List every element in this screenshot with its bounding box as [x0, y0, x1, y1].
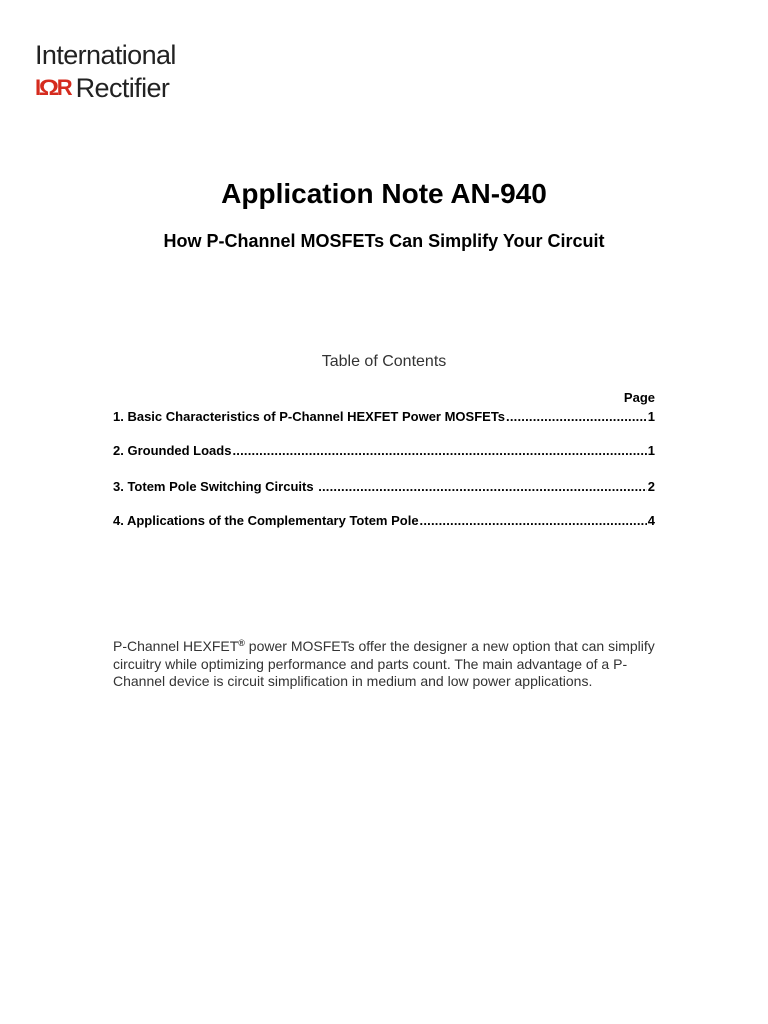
intro-paragraph: [113, 638, 658, 691]
document-title: Application Note AN-940: [221, 178, 547, 209]
toc-dot-leader: [420, 512, 647, 529]
toc-entry-page: 1: [647, 443, 655, 458]
toc-entry-title: 3. Totem Pole Switching Circuits: [113, 479, 318, 494]
document-subtitle: How P-Channel MOSFETs Can Simplify Your Circuit: [163, 231, 605, 251]
ior-logo-mark: [35, 73, 72, 103]
logo-mark-i: I: [35, 75, 41, 100]
toc-entry-title: 1. Basic Characteristics of P-Channel HEXFET Power MOSFETs: [113, 409, 506, 424]
logo-line-rectifier: [35, 73, 169, 103]
toc-entry-totem-pole-switching[interactable]: [113, 478, 655, 495]
toc-entry-page: 4: [647, 513, 655, 528]
toc-entry-title: 2. Grounded Loads: [113, 443, 232, 458]
toc-entry-basic-characteristics[interactable]: [113, 408, 655, 425]
intro-text-start: P-Channel HEXFET: [113, 638, 239, 654]
table-of-contents: [113, 408, 655, 546]
company-logo: [35, 40, 185, 102]
logo-text-rectifier: Rectifier: [75, 73, 170, 103]
toc-page-column-label: Page: [623, 390, 655, 405]
toc-entry-title: 4. Applications of the Complementary Totem Pole: [113, 513, 419, 528]
toc-dot-leader: [318, 478, 647, 495]
toc-entry-grounded-loads[interactable]: [113, 442, 655, 459]
registered-trademark-mark: ®: [238, 638, 245, 648]
intro-text-rest: power MOSFETs offer the designer a new option that can simplify circuitry while optimizing performance and parts count. The main advantage of a P-Channel device is circuit simplification in medium and low power applications.: [113, 638, 655, 689]
toc-dot-leader: [232, 442, 646, 459]
logo-mark-omega: Ω: [38, 75, 59, 100]
logo-mark-r: R: [56, 75, 72, 100]
logo-text-international: International: [35, 40, 176, 70]
toc-entry-page: 1: [647, 409, 655, 424]
toc-entry-page: 2: [647, 479, 655, 494]
toc-entry-complementary-totem-pole[interactable]: [113, 512, 655, 529]
toc-heading: Table of Contents: [321, 353, 447, 370]
toc-dot-leader: [506, 408, 647, 425]
